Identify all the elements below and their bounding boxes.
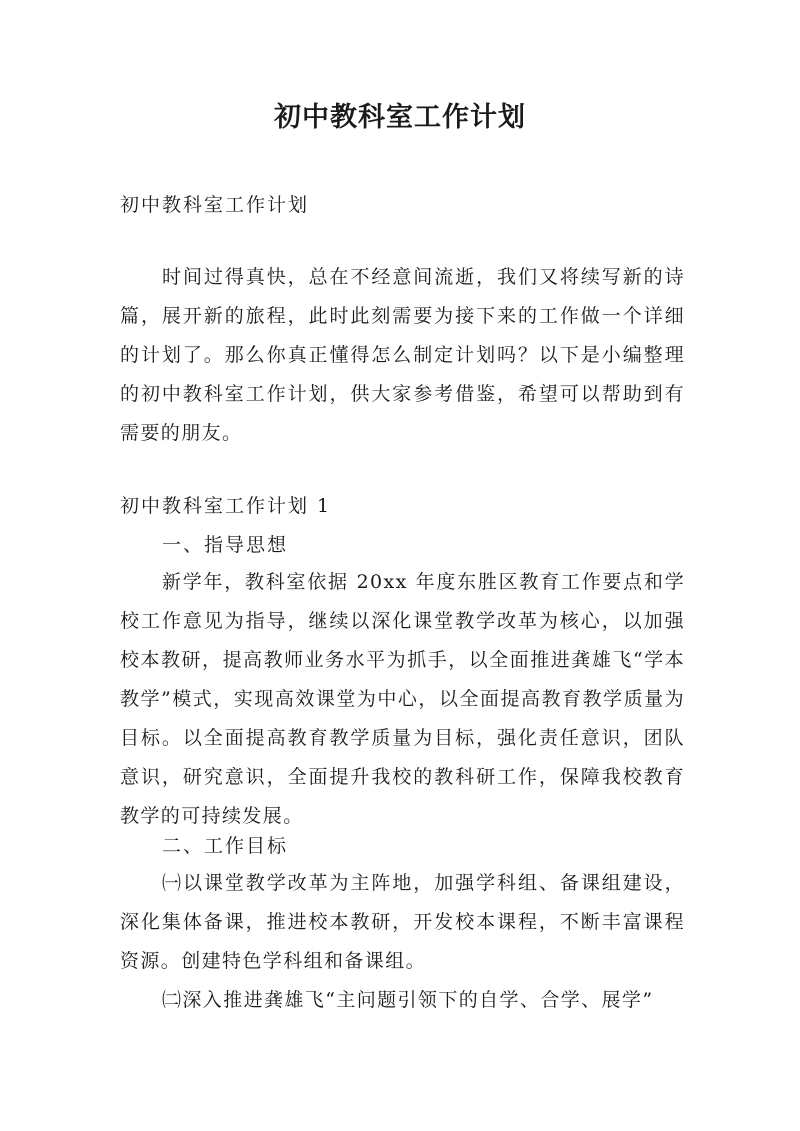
- paragraph-guiding-ideology: 新学年，教科室依据 20xx 年度东胜区教育工作要点和学校工作意见为指导，继续以深化课堂教学改革为核心，以加强校本教研，提高教师业务水平为抓手，以全面推进龚雄飞“学本教学”模式，实现高效课堂为中心，以全面提高教育教学质量为目标。以全面提高教育教学质量为目标，强化责任意识，团队意识，研究意识，全面提升我校的教科研工作，保障我校教育教学的可持续发展。: [120, 571, 685, 827]
- paragraph-goal-2: ㈡深入推进龚雄飞“主问题引领下的自学、合学、展学”: [162, 989, 654, 1011]
- document-subtitle: 初中教科室工作计划: [120, 194, 310, 216]
- document-title: 初中教科室工作计划: [274, 102, 526, 133]
- heading-work-goals: 二、工作目标: [162, 835, 289, 857]
- intro-paragraph: 时间过得真快，总在不经意间流逝，我们又将续写新的诗篇，展开新的旅程，此时此刻需要为接下来的工作做一个详细的计划了。那么你真正懂得怎么制定计划吗？以下是小编整理的初中教科室工作计划，供大家参考借鉴，希望可以帮助到有需要的朋友。: [120, 266, 685, 444]
- section-title: 初中教科室工作计划 1: [120, 495, 332, 517]
- heading-guiding-ideology: 一、指导思想: [162, 534, 289, 556]
- paragraph-goal-1: ㈠以课堂教学改革为主阵地，加强学科组、备课组建设，深化集体备课，推进校本教研，开发校本课程，不断丰富课程资源。创建特色学科组和备课组。: [120, 872, 685, 972]
